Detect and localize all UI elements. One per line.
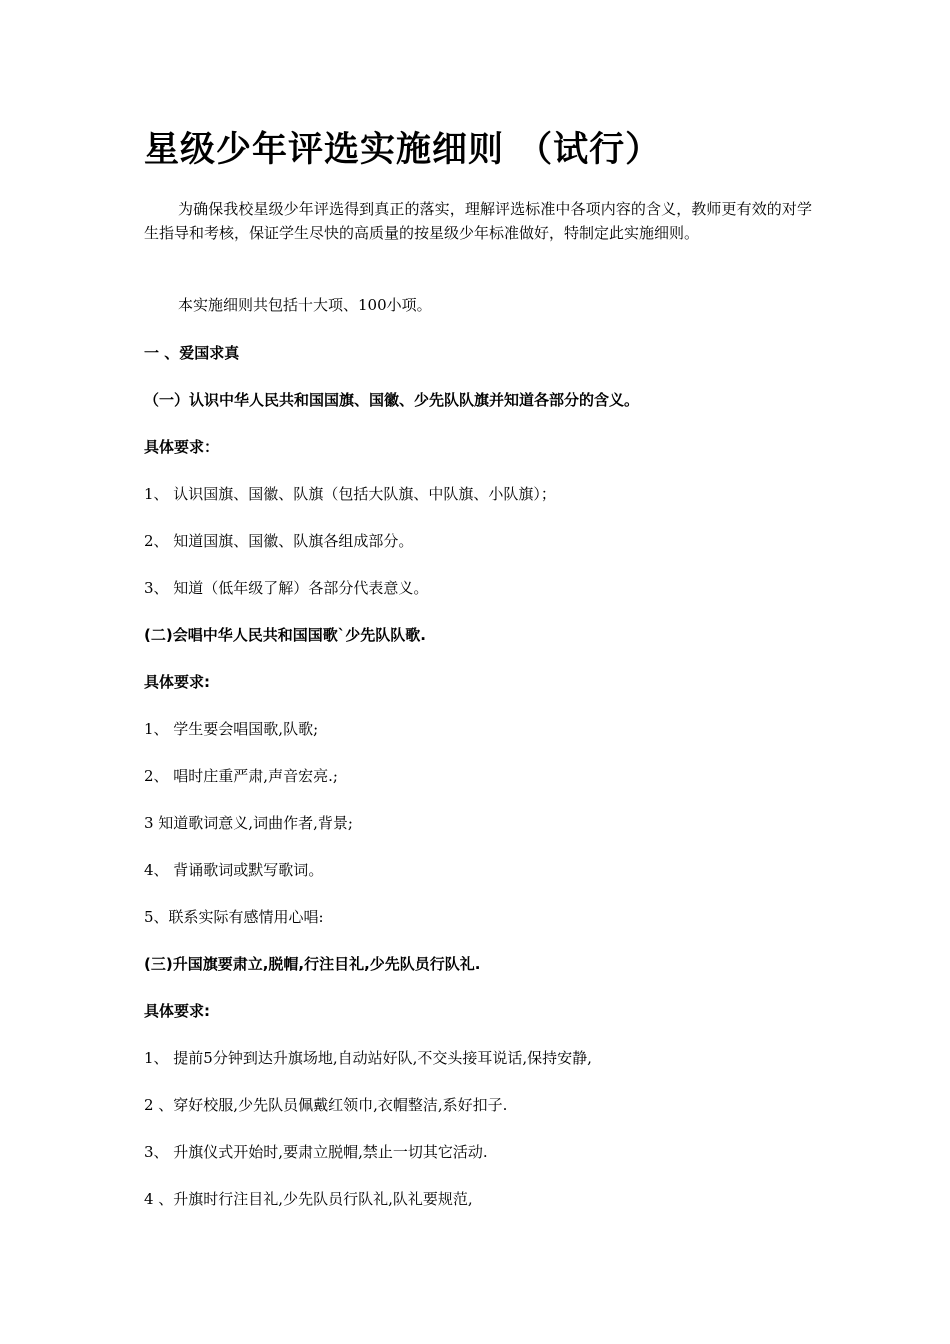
item-1-heading: （一）认识中华人民共和国国旗、国徽、少先队队旗并知道各部分的含义。 [144, 391, 640, 409]
item-1-requirement: 2、 知道国旗、国徽、队旗各组成部分。 [144, 532, 414, 550]
intro-paragraph: 为确保我校星级少年评选得到真正的落实，理解评选标准中各项内容的含义，教师更有效的对学生指导和考核，保证学生尽快的高质量的按星级少年标准做好，特制定此实施细则。 [144, 200, 812, 242]
item-1-requirements-label: 具体要求： [144, 438, 220, 456]
item-2-requirement: 5、联系实际有感情用心唱: [144, 908, 324, 926]
section-heading: 一 、爱国求真 [144, 344, 240, 362]
item-3-requirement: 4 、升旗时行注目礼,少先队员行队礼,队礼要规范, [144, 1190, 473, 1208]
item-2-requirement: 2、 唱时庄重严肃,声音宏亮.; [144, 767, 338, 785]
item-2-requirement: 4、 背诵歌词或默写歌词。 [144, 861, 324, 879]
item-3-requirement: 3、 升旗仪式开始时,要肃立脱帽,禁止一切其它活动. [144, 1143, 488, 1161]
item-1-requirement: 1、 认识国旗、国徽、队旗（包括大队旗、中队旗、小队旗）； [144, 485, 556, 503]
item-1-requirement: 3、 知道（低年级了解）各部分代表意义。 [144, 579, 429, 597]
scope-paragraph: 本实施细则共包括十大项、100小项。 [178, 296, 432, 314]
document-title: 星级少年评选实施细则 （试行） [144, 130, 662, 170]
item-2-requirements-label: 具体要求: [144, 673, 210, 691]
item-2-heading: (二)会唱中华人民共和国国歌`少先队队歌. [144, 626, 426, 644]
item-2-requirement: 1、 学生要会唱国歌,队歌; [144, 720, 319, 738]
item-2-requirement: 3 知道歌词意义,词曲作者,背景; [144, 814, 353, 832]
item-3-requirement: 1、 提前5分钟到达升旗场地,自动站好队,不交头接耳说话,保持安静, [144, 1049, 592, 1067]
item-3-heading: (三)升国旗要肃立,脱帽,行注目礼,少先队员行队礼. [144, 955, 481, 973]
item-3-requirements-label: 具体要求: [144, 1002, 210, 1020]
item-3-requirement: 2 、穿好校服,少先队员佩戴红领巾,衣帽整洁,系好扣子. [144, 1096, 508, 1114]
